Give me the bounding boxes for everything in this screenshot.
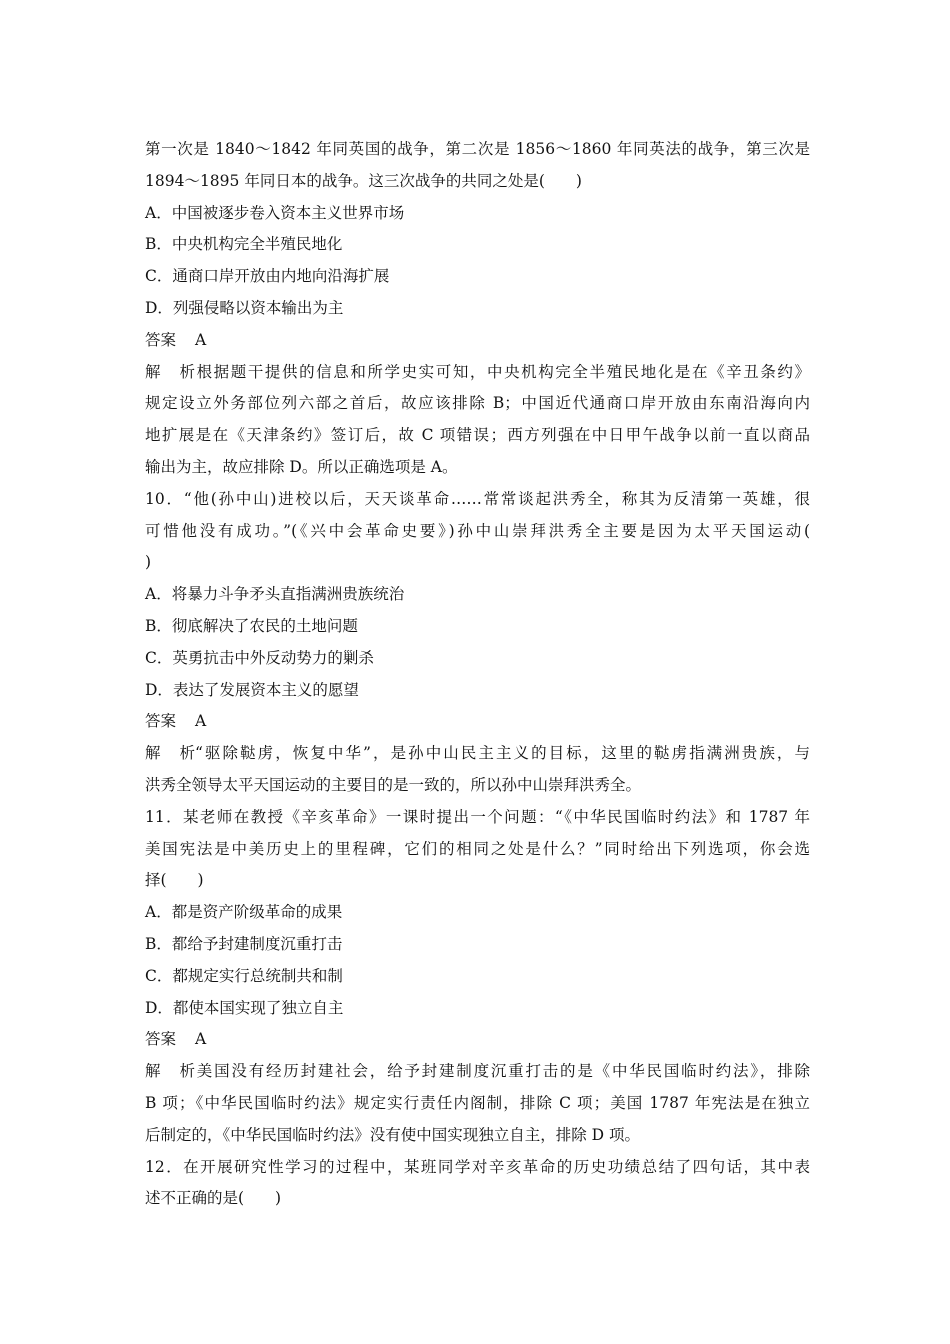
- answer-line: [145, 706, 810, 738]
- analysis-line: 规定设立外务部位列六部之首后，故应该排除 B；中国近代通商口岸开放由东南沿海向内: [145, 394, 810, 413]
- question-stem-line: ): [145, 553, 152, 572]
- question-stem-line: 12．在开展研究性学习的过程中，某班同学对辛亥革命的历史功绩总结了四句话，其中表: [145, 1157, 810, 1176]
- option-b: B．彻底解决了农民的土地问题: [145, 616, 358, 635]
- question-stem-line: 美国宪法是中美历史上的里程碑，它们的相同之处是什么？”同时给出下列选项，你会选: [145, 839, 810, 858]
- analysis-line: 洪秀全领导太平天国运动的主要目的是一致的，所以孙中山崇拜洪秀全。: [145, 775, 642, 794]
- answer-value: A: [195, 712, 207, 731]
- option-a: A．都是资产阶级革命的成果: [145, 903, 343, 922]
- answer-line: [145, 1024, 810, 1056]
- option-b: B．都给予封建制度沉重打击: [145, 934, 343, 953]
- analysis-line: [145, 357, 810, 389]
- analysis-label: 解析: [145, 1062, 195, 1081]
- analysis-text: 美国没有经历封建社会，给予封建制度沉重打击的是《中华民国临时约法》，排除: [195, 1062, 810, 1081]
- answer-value: A: [195, 330, 207, 349]
- question-stem-line: 11．某老师在教授《辛亥革命》一课时提出一个问题：“《中华民国临时约法》和 1787 年: [145, 807, 810, 826]
- option-d: D．表达了发展资本主义的愿望: [145, 680, 359, 699]
- analysis-text: 根据题干提供的信息和所学史实可知，中央机构完全半殖民地化是在《辛丑条约》: [195, 362, 810, 381]
- analysis-line: 输出为主，故应排除 D。所以正确选项是 A。: [145, 457, 458, 476]
- option-a: A．中国被逐步卷入资本主义世界市场: [145, 203, 405, 222]
- analysis-line: 地扩展是在《天津条约》签订后，故 C 项错误；西方列强在中日甲午战争以前一直以商品: [145, 426, 810, 445]
- question-12: [145, 1152, 810, 1216]
- analysis-line: 后制定的，《中华民国临时约法》没有使中国实现独立自主，排除 D 项。: [145, 1125, 641, 1144]
- question-9: [145, 134, 810, 484]
- analysis-line: B 项；《中华民国临时约法》规定实行责任内阁制，排除 C 项；美国 1787 年宪法是在独立: [145, 1093, 810, 1112]
- question-stem-line: 述不正确的是( ): [145, 1189, 282, 1208]
- analysis-line: [145, 738, 810, 770]
- question-10: [145, 484, 810, 802]
- analysis-label: 解析: [145, 744, 195, 763]
- answer-value: A: [195, 1030, 207, 1049]
- question-stem-line: 10．“他(孙中山)进校以后，天天谈革命……常常谈起洪秀全，称其为反清第一英雄，很: [145, 489, 810, 508]
- analysis-text: “驱除鞑虏，恢复中华”，是孙中山民主主义的目标，这里的鞑虏指满洲贵族，与: [195, 744, 810, 763]
- option-c: C．都规定实行总统制共和制: [145, 966, 343, 985]
- question-stem-line: 1894～1895 年同日本的战争。这三次战争的共同之处是( ): [145, 171, 582, 190]
- answer-label: 答案: [145, 712, 177, 731]
- analysis-line: [145, 1056, 810, 1088]
- option-c: C．通商口岸开放由内地向沿海扩展: [145, 267, 390, 286]
- answer-label: 答案: [145, 330, 177, 349]
- option-d: D．都使本国实现了独立自主: [145, 998, 344, 1017]
- answer-label: 答案: [145, 1030, 177, 1049]
- question-stem-line: 可惜他没有成功。”(《兴中会革命史要》)孙中山崇拜洪秀全主要是因为太平天国运动(: [145, 521, 810, 540]
- question-11: [145, 802, 810, 1152]
- answer-line: [145, 325, 810, 357]
- option-d: D．列强侵略以资本输出为主: [145, 298, 344, 317]
- option-a: A．将暴力斗争矛头直指满洲贵族统治: [145, 585, 405, 604]
- question-stem-line: 择( ): [145, 871, 204, 890]
- question-stem-line: 第一次是 1840～1842 年同英国的战争，第二次是 1856～1860 年同英法的战争，第三次是: [145, 140, 810, 158]
- analysis-label: 解析: [145, 362, 195, 381]
- option-b: B．中央机构完全半殖民地化: [145, 235, 343, 254]
- option-c: C．英勇抗击中外反动势力的剿杀: [145, 648, 374, 667]
- document-body: [145, 134, 810, 1215]
